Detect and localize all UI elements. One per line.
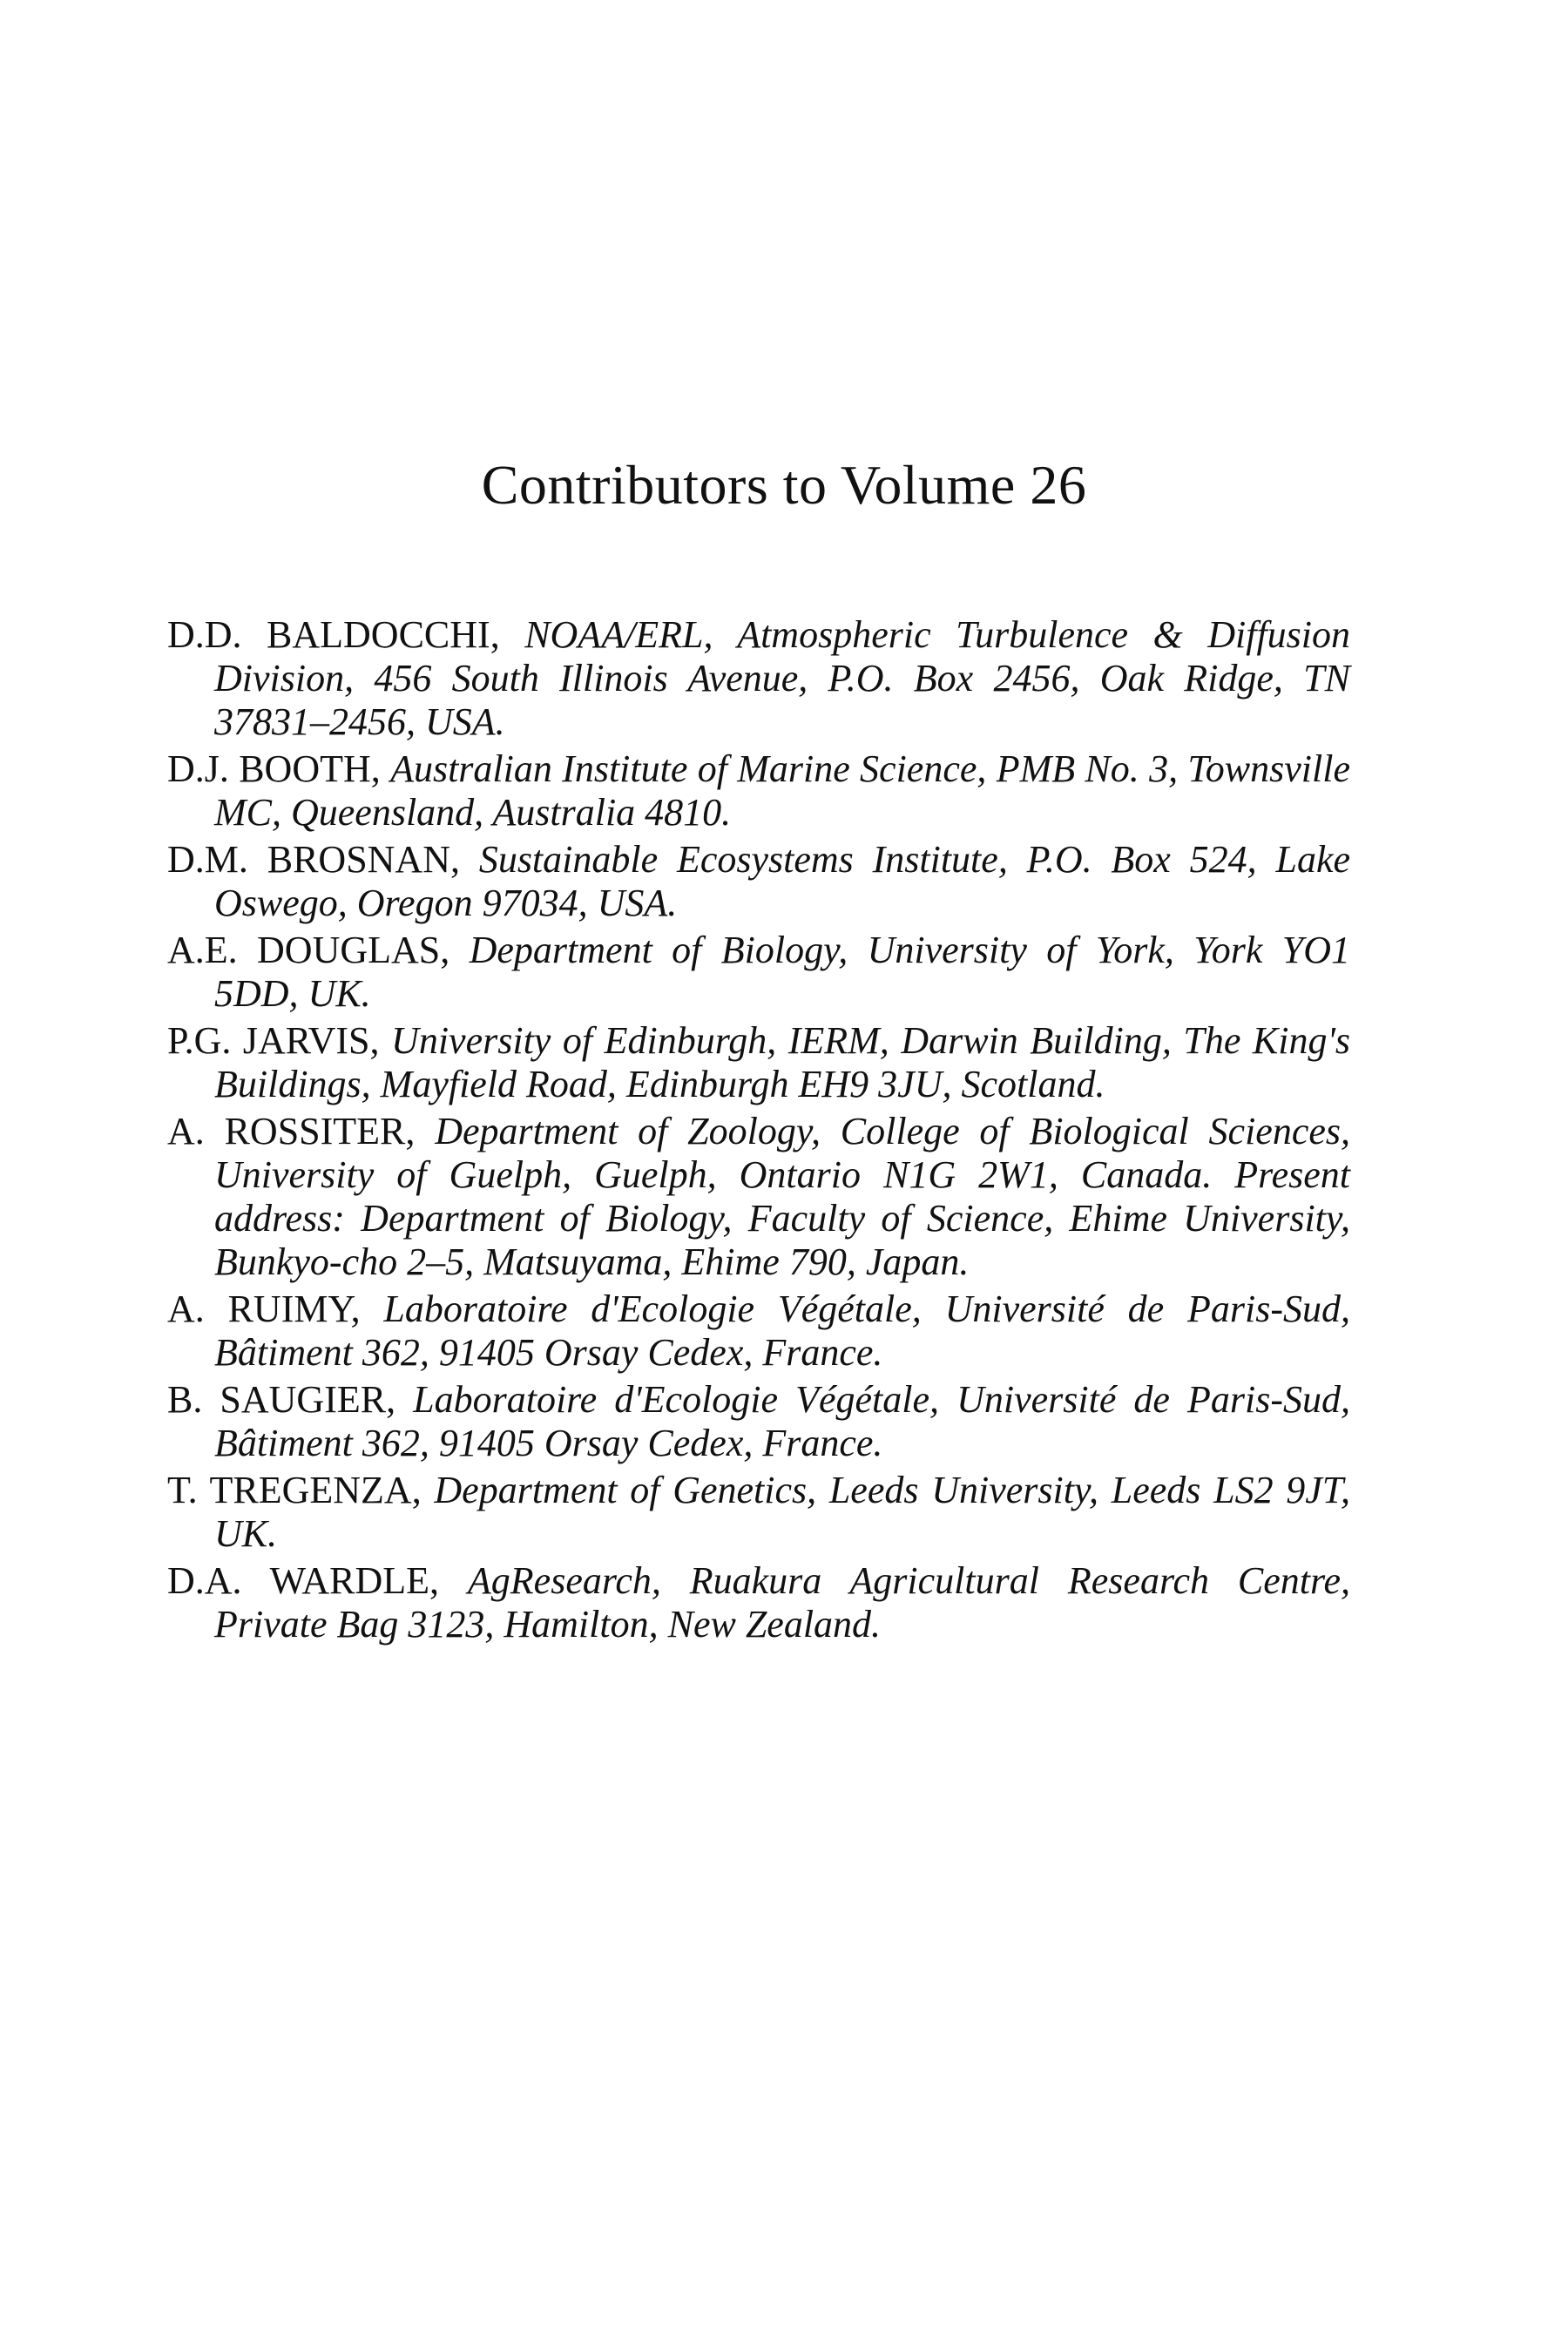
contributor-entry (167, 1378, 1350, 1465)
contributor-name: D.M. BROSNAN, (167, 838, 460, 881)
contributor-name: T. TREGENZA, (167, 1469, 422, 1511)
contributor-name: P.G. JARVIS, (167, 1019, 380, 1062)
contributor-name: B. SAUGIER, (167, 1378, 396, 1421)
contributor-name: D.D. BALDOCCHI, (167, 613, 500, 656)
contributor-entry (167, 613, 1350, 744)
contributor-entry (167, 1019, 1350, 1106)
contributor-entry (167, 838, 1350, 925)
contributor-affiliation: Department of Biology, University of York, York YO1 5DD, UK. (214, 929, 1350, 1015)
contributor-affiliation: NOAA/ERL, Atmospheric Turbulence & Diffusion Division, 456 South Illinois Avenue, P.O. Box 2456, Oak Ridge, TN 37831–2456, USA. (214, 613, 1351, 743)
page-title: Contributors to Volume 26 (481, 454, 1087, 516)
contributor-affiliation: AgResearch, Ruakura Agricultural Research Centre, Private Bag 3123, Hamilton, New Zealand. (214, 1559, 1351, 1646)
contributor-name: A. RUIMY, (167, 1288, 361, 1330)
contributor-entry (167, 747, 1350, 835)
contributor-entry (167, 1288, 1350, 1375)
contributor-affiliation: Australian Institute of Marine Science, PMB No. 3, Townsville MC, Queensland, Australia 4810. (214, 747, 1351, 834)
contributor-name: A. ROSSITER, (167, 1110, 416, 1152)
contributor-affiliation: University of Edinburgh, IERM, Darwin Building, The King's Buildings, Mayfield Road, Edinburgh EH9 3JU, Scotland. (214, 1019, 1350, 1105)
contributor-entry (167, 1110, 1350, 1284)
contributor-entry (167, 1559, 1350, 1646)
contributor-list (167, 613, 1350, 1650)
contributor-entry (167, 929, 1350, 1016)
contributor-entry (167, 1469, 1350, 1556)
contributor-name: A.E. DOUGLAS, (167, 929, 450, 971)
contributor-affiliation: Department of Genetics, Leeds University, Leeds LS2 9JT, UK. (214, 1469, 1350, 1555)
contributor-name: D.J. BOOTH, (167, 747, 381, 790)
contributor-affiliation: Sustainable Ecosystems Institute, P.O. Box 524, Lake Oswego, Oregon 97034, USA. (214, 838, 1351, 924)
contributor-affiliation: Laboratoire d'Ecologie Végétale, Université de Paris-Sud, Bâtiment 362, 91405 Orsay Cedex, France. (214, 1378, 1350, 1464)
contributor-name: D.A. WARDLE, (167, 1559, 439, 1602)
contributor-affiliation: Department of Zoology, College of Biological Sciences, University of Guelph, Guelph, Ontario N1G 2W1, Canada. Present address: Department of Biology, Faculty of Science, Ehime University, Bunkyo-cho 2–5, Matsuyama, Ehime 790, Japan. (214, 1110, 1350, 1283)
contributor-affiliation: Laboratoire d'Ecologie Végétale, Université de Paris-Sud, Bâtiment 362, 91405 Orsay Cedex, France. (214, 1288, 1351, 1374)
